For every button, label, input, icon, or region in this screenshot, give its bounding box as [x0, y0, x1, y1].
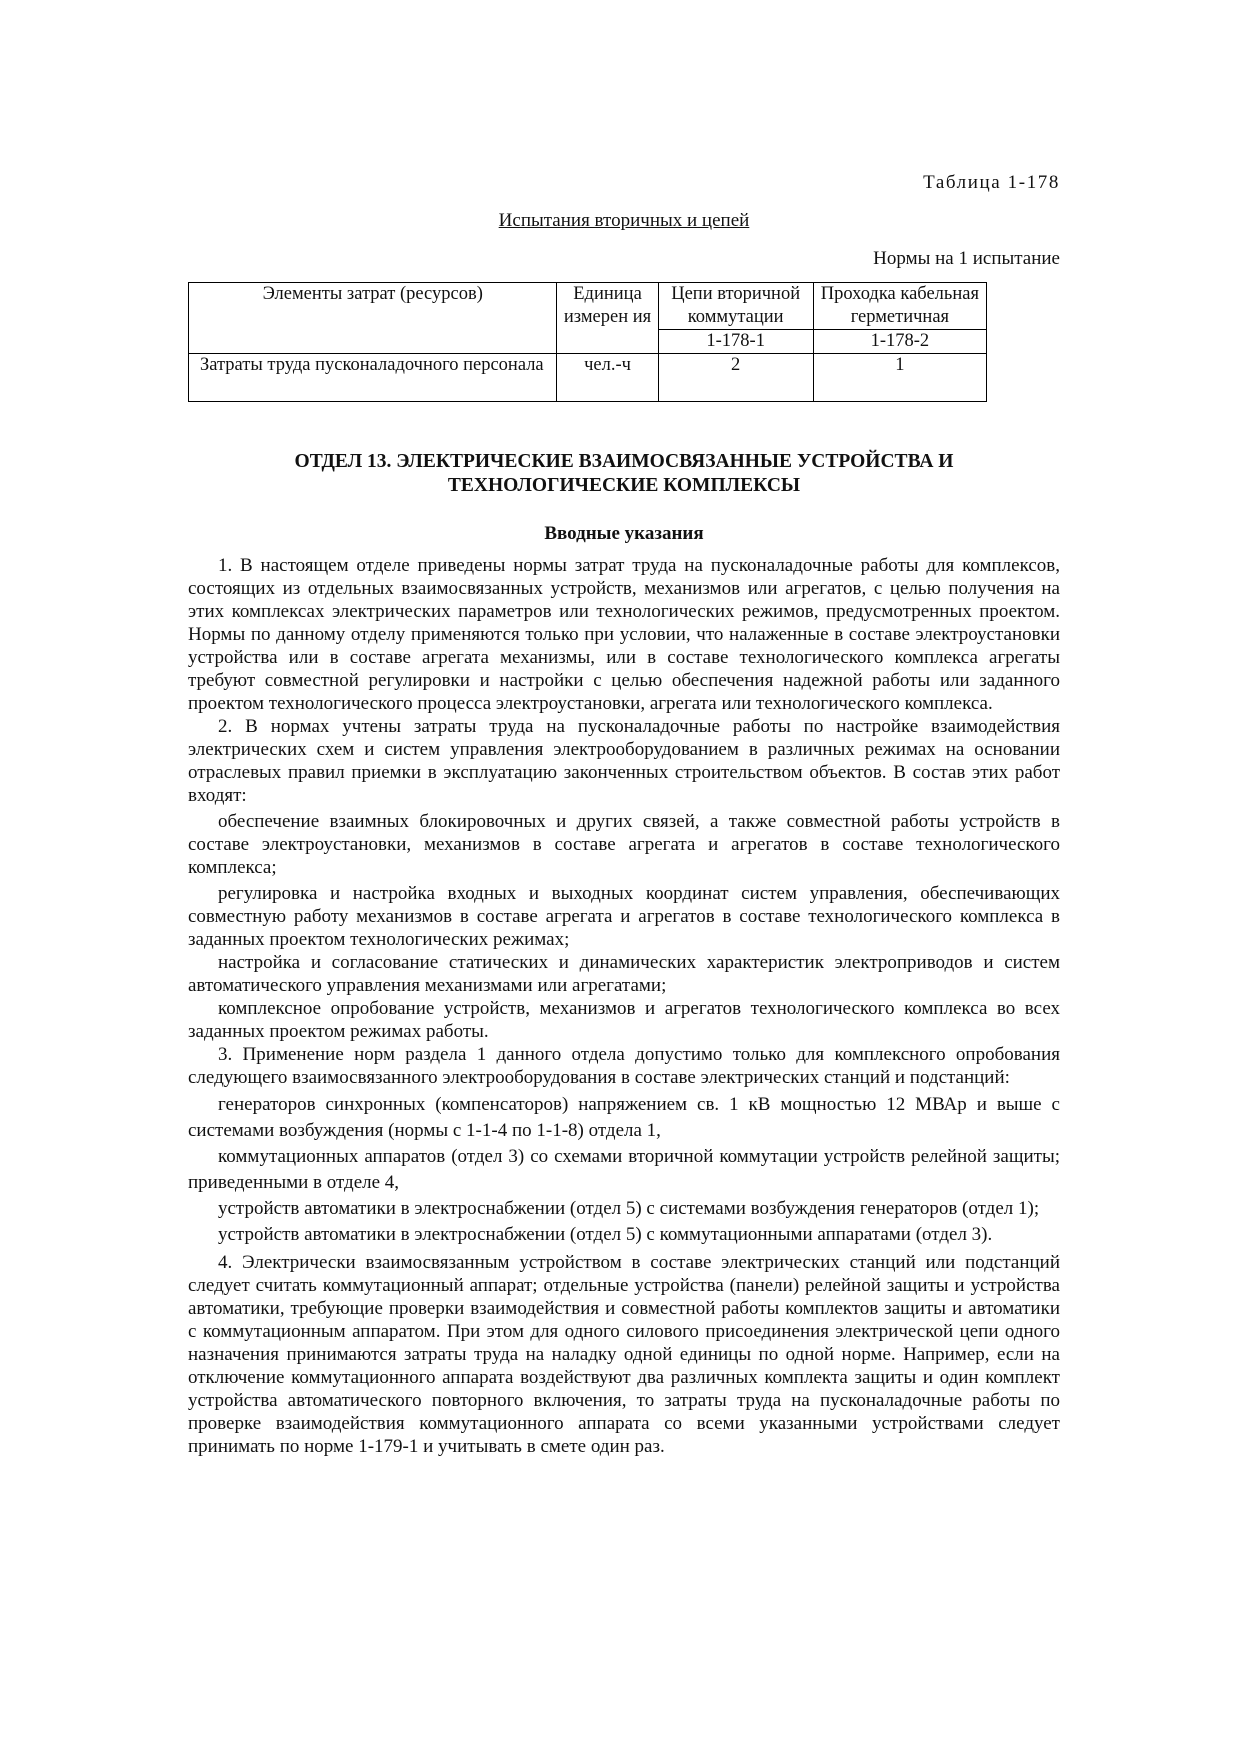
header-resources: Элементы затрат (ресурсов): [189, 283, 557, 354]
header-col1: Цепи вторичной коммутации: [658, 283, 813, 330]
table-number: Таблица 1-178: [923, 172, 1060, 193]
row-value-col1: 2: [658, 354, 813, 402]
paragraph-1: 1. В настоящем отделе приведены нормы затрат труда на пусконаладочные работы для комплексов, состоящих из отдельных взаимосвязанных устройств, механизмов или агрегатов, с целью получения на этих комплексах электрических параметров или технологических режимов, предусмотренных проектом. Нормы по данному отделу применяются только при условии, что налаженные в составе электроустановки устройства или в составе агрегата механизмы, или в составе технологического комплекса агрегаты требуют совместной регулировки и настройки с целью обеспечения надежной работы или заданного проектом технологического процесса электроустановки, агрегата или технологического комплекса.: [188, 555, 1060, 714]
paragraph-12: 4. Электрически взаимосвязанным устройством в составе электрических станций или подстанций следует считать коммутационный аппарат; отдельные устройства (панели) релейной защиты и устройства автоматики, требующие проверки взаимодействия и совместной работы комплектов защиты и автоматики с коммутационным аппаратом. При этом для одного силового присоединения электрической цепи одного назначения принимаются затраты труда на наладку одной единицы по одной норме. Например, если на отключение коммутационного аппарата воздействуют два различных комплекта защиты и один комплект устройства автоматического повторного включения, то затраты труда на пусконаладочные работы по проверке взаимодействия коммутационного аппарата со всеми указанными устройствами следует принимать по норме 1-179-1 и учитывать в смете один раз.: [188, 1252, 1060, 1457]
paragraph-4: регулировка и настройка входных и выходных координат систем управления, обеспечивающих совместную работу механизмов в составе агрегата и агрегатов в составе технологического комплекса в заданных проектом технологических режимах;: [188, 883, 1060, 950]
paragraph-2: 2. В нормах учтены затраты труда на пусконаладочные работы по настройке взаимодействия электрических схем и систем управления электрооборудованием в различных режимах на основании отраслевых правил приемки в эксплуатацию законченных строительством объектов. В состав этих работ входят:: [188, 716, 1060, 806]
norms-table: [188, 282, 987, 402]
paragraph-6: комплексное опробование устройств, механизмов и агрегатов технологического комплекса во всех заданных проектом режимах работы.: [188, 998, 1060, 1042]
table-title: Испытания вторичных и цепей: [498, 210, 750, 231]
row-unit: чел.-ч: [557, 354, 658, 402]
row-value-col2: 1: [813, 354, 986, 402]
section-body: [188, 554, 1060, 1458]
code-col2: 1-178-2: [813, 330, 986, 354]
paragraph-9: коммутационных аппаратов (отдел 3) со схемами вторичной коммутации устройств релейной защиты; приведенными в отделе 4,: [188, 1146, 1060, 1193]
norms-note: Нормы на 1 испытание: [873, 248, 1060, 269]
intro-title: Вводные указания: [544, 523, 704, 544]
header-col2: Проходка кабельная герметичная: [813, 283, 986, 330]
paragraph-3: обеспечение взаимных блокировочных и других связей, а также совместной работы устройств в составе электроустановки, механизмов в составе агрегата и агрегатов в составе технологического комплекса;: [188, 811, 1060, 878]
paragraph-11: устройств автоматики в электроснабжении (отдел 5) с коммутационными аппаратами (отдел 3).: [218, 1224, 993, 1245]
section-title: ОТДЕЛ 13. ЭЛЕКТРИЧЕСКИЕ ВЗАИМОСВЯЗАННЫЕ УСТРОЙСТВА И ТЕХНОЛОГИЧЕСКИЕ КОМПЛЕКСЫ: [294, 451, 954, 496]
paragraph-5: настройка и согласование статических и динамических характеристик электроприводов и систем автоматического управления механизмами или агрегатами;: [188, 952, 1060, 996]
paragraph-8: генераторов синхронных (компенсаторов) напряжением св. 1 кВ мощностью 12 МВАр и выше с системами возбуждения (нормы с 1-1-4 по 1-1-8) отдела 1,: [188, 1094, 1060, 1141]
page-content: [188, 170, 1060, 1458]
row-resource: Затраты труда пусконаладочного персонала: [189, 354, 557, 402]
header-unit: Единица измерен ия: [557, 283, 658, 354]
paragraph-7: 3. Применение норм раздела 1 данного отдела допустимо только для комплексного опробования следующего взаимосвязанного электрооборудования в составе электрических станций и подстанций:: [188, 1044, 1060, 1088]
paragraph-10: устройств автоматики в электроснабжении (отдел 5) с системами возбуждения генераторов (отдел 1);: [218, 1198, 1040, 1219]
table-row: [189, 354, 987, 402]
code-col1: 1-178-1: [658, 330, 813, 354]
table-header-row: [189, 283, 987, 330]
